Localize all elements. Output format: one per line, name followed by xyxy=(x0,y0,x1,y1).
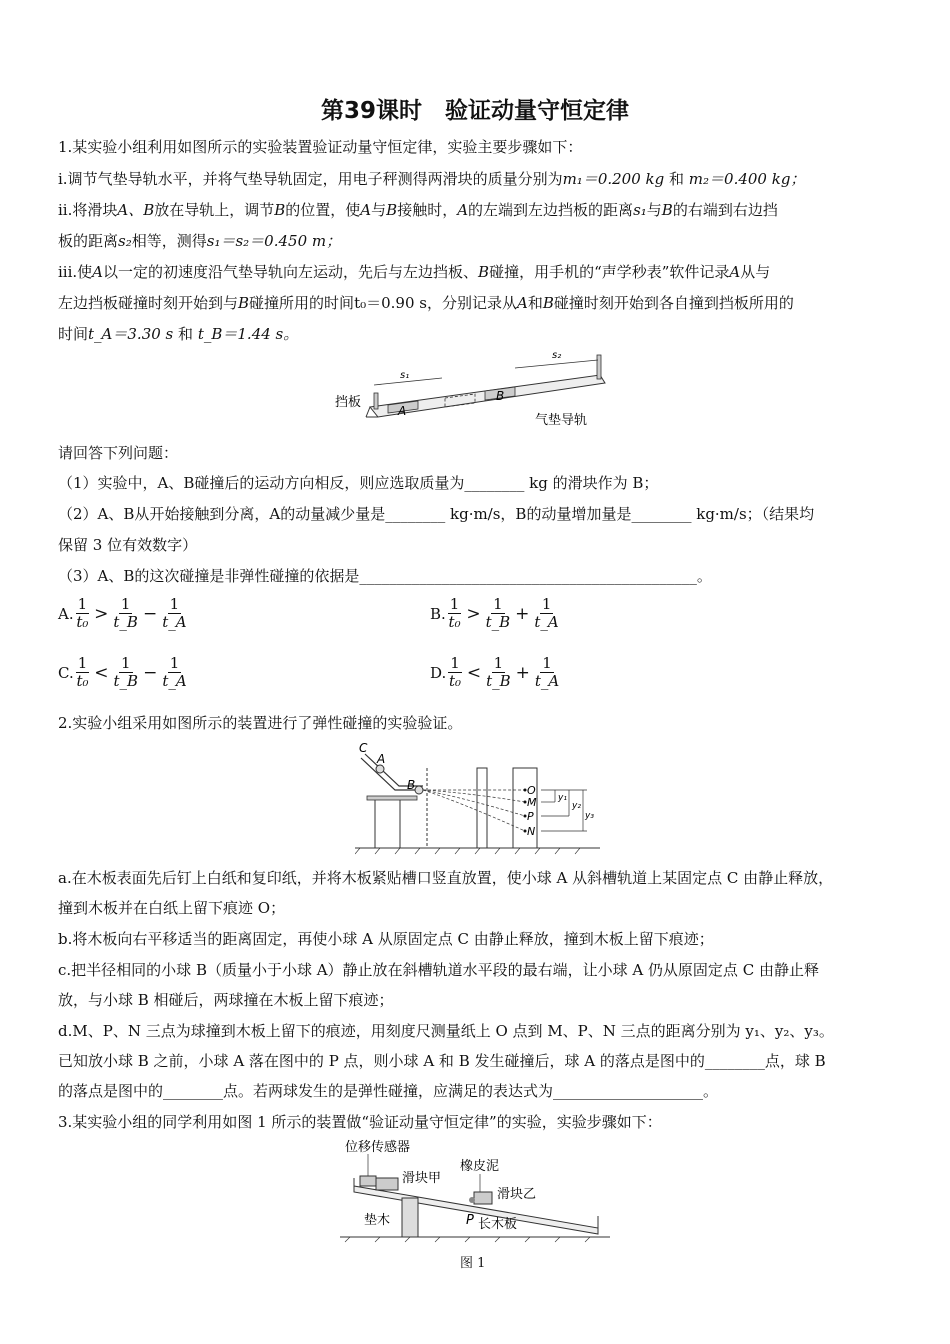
q1-part2: （2）A、B从开始接触到分离，A的动量减少量是________ kg·m/s，B的动量增加量是________ kg·m/s；（结果均 xyxy=(58,505,815,523)
fig1-slider-a-label: A xyxy=(398,404,407,418)
q1-step2: ii.将滑块A、B放在导轨上，调节B的位置，使A与B接触时，A的左端到左边挡板的距离s₁与B的右端到右边挡 xyxy=(58,201,778,219)
fig2-m-label: M xyxy=(527,796,537,809)
fig2-a-label: A xyxy=(377,752,386,766)
fig2-n-label: N xyxy=(527,825,536,838)
fig2-c-label: C xyxy=(359,741,368,755)
option-c[interactable]: C. $\frac{1}{\text{t₀}}$ < $\frac{1}{t\_B}$ − $\frac{1}{t\_A}$ xyxy=(58,654,187,690)
fig3-caption: 图 1 xyxy=(460,1256,486,1271)
fig3-slider-jia-label: 滑块甲 xyxy=(402,1171,442,1186)
fig3-slider-yi-label: 滑块乙 xyxy=(497,1187,537,1202)
q2-step-d: d.M、P、N 三点为球撞到木板上留下的痕迹，用刻度尺测量纸上 O 点到 M、P、N 三点的距离分别为 y₁、y₂、y₃。 xyxy=(58,1022,834,1040)
option-b[interactable]: B. $\frac{1}{\text{t₀}}$ > $\frac{1}{t\_B}$ + $\frac{1}{t\_A}$ xyxy=(430,595,559,631)
fig3-block-label: 垫木 xyxy=(364,1213,391,1228)
fig1-slider-b-label: B xyxy=(496,389,505,403)
fig3-board-label: 长木板 xyxy=(478,1217,518,1232)
q1-intro: 1.某实验小组利用如图所示的实验装置验证动量守恒定律，实验主要步骤如下： xyxy=(58,138,583,156)
q2-intro: 2.实验小组采用如图所示的装置进行了弹性碰撞的实验验证。 xyxy=(58,714,463,732)
fig1-s1-label: s₁ xyxy=(400,370,410,381)
q1-part3: （3）A、B的这次碰撞是非弹性碰撞的依据是_____________________________________________。 xyxy=(58,567,712,585)
q2-step-c-cont: 放，与小球 B 相碰后，两球撞在木板上留下痕迹； xyxy=(58,991,394,1009)
q1-part2-cont: 保留 3 位有效数字） xyxy=(58,536,198,554)
fig1-baffle-label: 挡板 xyxy=(335,395,362,410)
q2-question: 已知放小球 B 之前，小球 A 落在图中的 P 点，则小球 A 和 B 发生碰撞后，球 A 的落点是图中的________点，球 B xyxy=(58,1052,826,1070)
fig2-y1-label: y₁ xyxy=(558,793,567,803)
q2-step-c: c.把半径相同的小球 B（质量小于小球 A）静止放在斜槽轨道水平段的最右端，让小球 A 仍从原固定点 C 由静止释 xyxy=(58,961,819,979)
fig2-y3-label: y₃ xyxy=(585,811,594,821)
page-title: 第39课时 验证动量守恒定律 xyxy=(320,98,629,124)
fig2-o-label: O xyxy=(527,784,536,797)
air-track-figure xyxy=(330,345,620,435)
q3-intro: 3.某实验小组的同学利用如图 1 所示的装置做“验证动量守恒定律”的实验，实验步骤如下： xyxy=(58,1113,662,1131)
q1-step2-cont: 板的距离s₂相等，测得s₁＝s₂＝0.450 m； xyxy=(58,232,342,250)
option-a[interactable]: A. $\frac{1}{\text{t₀}}$ > $\frac{1}{t\_B}$ − $\frac{1}{t\_A}$ xyxy=(58,595,187,631)
q2-step-a-cont: 撞到木板并在白纸上留下痕迹 O； xyxy=(58,899,286,917)
fig2-y2-label: y₂ xyxy=(572,801,581,811)
q2-step-b: b.将木板向右平移适当的距离固定，再使小球 A 从原固定点 C 由静止释放，撞到木板上留下痕迹； xyxy=(58,930,714,948)
q1-step3-cont: 左边挡板碰撞时刻开始到与B碰撞所用的时间t₀＝0.90 s，分别记录从A和B碰撞时刻开始到各自撞到挡板所用的 xyxy=(58,294,794,312)
q2-question-cont: 的落点是图中的________点。若两球发生的是弹性碰撞，应满足的表达式为____________________。 xyxy=(58,1082,719,1100)
q1-step3-times: 时间t_A＝3.30 s 和 t_B＝1.44 s。 xyxy=(58,325,299,343)
incline-figure xyxy=(340,1136,610,1246)
q1-part1: （1）实验中，A、B碰撞后的运动方向相反，则应选取质量为________ kg 的滑块作为 B； xyxy=(58,474,659,492)
q1-step3: iii.使A以一定的初速度沿气垫导轨向左运动，先后与左边挡板、B碰撞，用手机的“声学秒表”软件记录A从与 xyxy=(58,263,771,281)
q1-ask: 请回答下列问题： xyxy=(58,444,179,462)
fig3-p-label: P xyxy=(466,1213,474,1228)
fig2-b-label: B xyxy=(407,778,416,792)
fig1-s2-label: s₂ xyxy=(552,350,562,361)
q2-step-a: a.在木板表面先后钉上白纸和复印纸，并将木板紧贴槽口竖直放置，使小球 A 从斜槽轨道上某固定点 C 由静止释放， xyxy=(58,869,834,887)
fig3-sensor-label: 位移传感器 xyxy=(345,1140,411,1155)
collision-figure xyxy=(355,738,600,858)
option-d[interactable]: D. $\frac{1}{\text{t₀}}$ < $\frac{1}{t\_B}$ + $\frac{1}{t\_A}$ xyxy=(430,654,560,690)
fig1-rail-label: 气垫导轨 xyxy=(535,413,588,428)
fig3-clay-label: 橡皮泥 xyxy=(460,1159,500,1174)
q1-step1: i.调节气垫导轨水平，并将气垫导轨固定，用电子秤测得两滑块的质量分别为m₁＝0.200 kg 和 m₂＝0.400 kg； xyxy=(58,170,806,188)
fig2-p-label: P xyxy=(527,810,534,823)
